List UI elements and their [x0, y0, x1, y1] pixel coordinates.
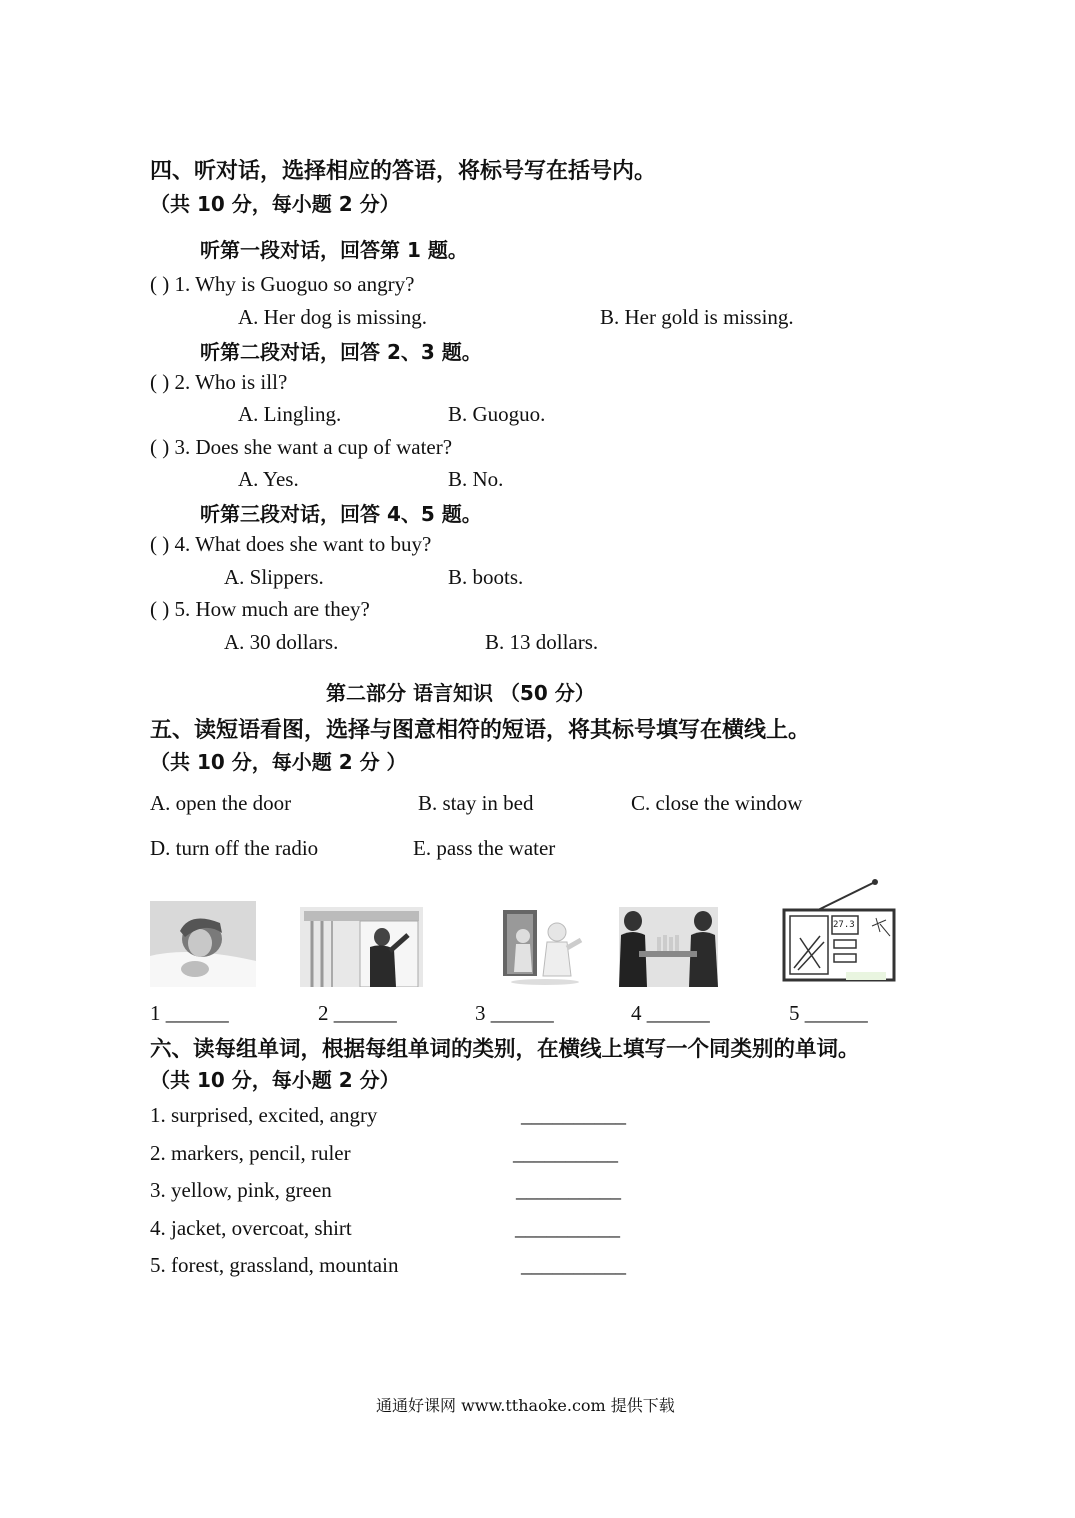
- word-group-5: 5. forest, grassland, mountain: [150, 1253, 399, 1277]
- word-group-4: 4. jacket, overcoat, shirt: [150, 1216, 352, 1240]
- dialogue-1-instruction: 听第一段对话，回答第 1 题。: [200, 238, 468, 262]
- question-4-option-b: B. boots.: [448, 565, 524, 589]
- question-2-option-a: A. Lingling.: [238, 402, 342, 426]
- question-4: ( ) 4. What does she want to buy?: [150, 532, 432, 556]
- word-group-5-blank: __________: [521, 1253, 626, 1277]
- picture-blank-4: 4 ______: [631, 1001, 710, 1025]
- section6-title: 六、读每组单词，根据每组单词的类别，在横线上填写一个同类别的单词。: [150, 1037, 860, 1062]
- dialogue-2-instruction: 听第二段对话，回答 2、3 题。: [200, 340, 482, 364]
- picture-blank-3: 3 ______: [475, 1001, 554, 1025]
- section5-title: 五、读短语看图，选择与图意相符的短语，将其标号填写在横线上。: [150, 718, 811, 743]
- word-group-2: 2. markers, pencil, ruler: [150, 1141, 351, 1165]
- picture-radio: [780, 876, 906, 988]
- phrase-option-d: D. turn off the radio: [150, 836, 319, 860]
- section4-title: 四、听对话，选择相应的答语，将标号写在括号内。: [150, 159, 657, 184]
- question-4-option-a: A. Slippers.: [224, 565, 324, 589]
- section5-score: （共 10 分，每小题 2 分 ）: [150, 750, 407, 774]
- word-group-3-blank: __________: [516, 1178, 621, 1202]
- dialogue-3-instruction: 听第三段对话，回答 4、5 题。: [200, 502, 482, 526]
- phrase-option-c: C. close the window: [631, 791, 803, 815]
- picture-open-door: [485, 906, 585, 986]
- phrase-option-a: A. open the door: [150, 791, 292, 815]
- question-1: ( ) 1. Why is Guoguo so angry?: [150, 272, 415, 296]
- section6-score: （共 10 分，每小题 2 分）: [150, 1068, 400, 1092]
- picture-blank-1: 1 ______: [150, 1001, 229, 1025]
- phrase-option-b: B. stay in bed: [418, 791, 534, 815]
- question-3-option-b: B. No.: [448, 467, 504, 491]
- word-group-4-blank: __________: [515, 1216, 620, 1240]
- question-2: ( ) 2. Who is ill?: [150, 370, 288, 394]
- word-group-3: 3. yellow, pink, green: [150, 1178, 332, 1202]
- word-group-2-blank: __________: [513, 1141, 618, 1165]
- question-5: ( ) 5. How much are they?: [150, 597, 370, 621]
- question-5-option-a: A. 30 dollars.: [224, 630, 339, 654]
- picture-close-window: [300, 907, 423, 987]
- radio-display-text: 27.3: [833, 920, 855, 930]
- picture-woman-in-bed: [150, 901, 256, 987]
- page-footer: 通通好课网 www.tthaoke.com 提供下载: [376, 1396, 675, 1415]
- question-1-option-b: B. Her gold is missing.: [600, 305, 794, 329]
- phrase-option-e: E. pass the water: [413, 836, 556, 860]
- picture-blank-5: 5 ______: [789, 1001, 868, 1025]
- question-2-option-b: B. Guoguo.: [448, 402, 546, 426]
- question-5-option-b: B. 13 dollars.: [485, 630, 599, 654]
- part2-title: 第二部分 语言知识 （50 分）: [326, 681, 595, 705]
- word-group-1: 1. surprised, excited, angry: [150, 1103, 378, 1127]
- question-3: ( ) 3. Does she want a cup of water?: [150, 435, 453, 459]
- question-3-option-a: A. Yes.: [238, 467, 299, 491]
- picture-pass-water: [619, 907, 718, 987]
- picture-blank-2: 2 ______: [318, 1001, 397, 1025]
- section4-score: （共 10 分，每小题 2 分）: [150, 192, 400, 216]
- word-group-1-blank: __________: [521, 1103, 626, 1127]
- question-1-option-a: A. Her dog is missing.: [238, 305, 427, 329]
